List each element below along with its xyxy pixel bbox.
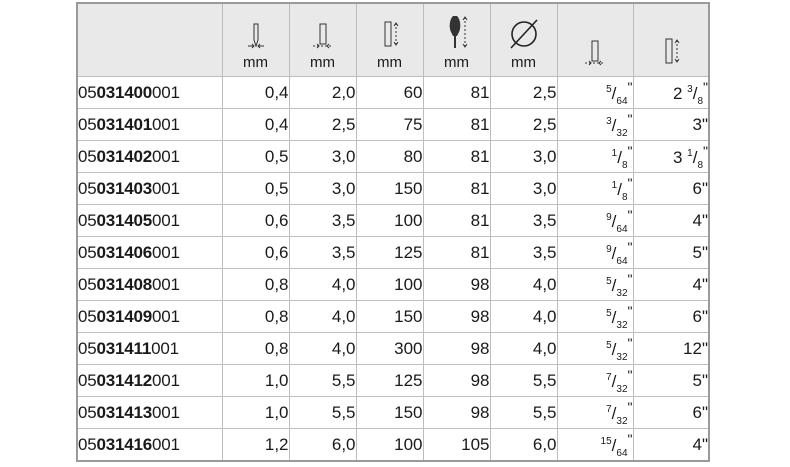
blade-length-value: 80 — [356, 141, 423, 173]
total-length-value: 81 — [423, 141, 490, 173]
article-core: 031411 — [96, 338, 152, 358]
blade-width-value: 5,5 — [289, 397, 356, 429]
fraction-slash: / — [611, 115, 617, 135]
fraction-numerator: 3 — [606, 115, 612, 127]
fraction-slash: / — [611, 403, 617, 423]
table-row — [77, 333, 709, 365]
fraction-denominator: 32 — [616, 383, 628, 395]
fraction-denominator: 8 — [621, 191, 628, 203]
blade-thickness-value: 0,8 — [222, 301, 289, 333]
article-core: 031400 — [96, 82, 153, 102]
fraction-numerator: 1 — [611, 147, 618, 159]
article-core: 031403 — [96, 178, 153, 198]
article-number — [77, 429, 222, 462]
article-number — [77, 365, 222, 397]
inch-mark: " — [627, 110, 633, 127]
fraction-slash: / — [617, 147, 622, 167]
blade-length-inch-value: 6" — [633, 397, 709, 429]
article-core: 031406 — [96, 242, 153, 262]
blade-width-inch-value — [557, 109, 633, 141]
article-suffix: 001 — [152, 402, 180, 422]
blade-length-inch-value — [633, 141, 709, 173]
unit-label: mm — [511, 54, 536, 71]
article-number — [77, 205, 222, 237]
blade-width-inch-value — [557, 205, 633, 237]
header-blade-width-inch — [557, 3, 633, 77]
article-number — [77, 301, 222, 333]
fraction-numerator: 5 — [606, 339, 612, 351]
total-length-value: 98 — [423, 269, 490, 301]
header-row — [77, 3, 709, 77]
blade-width-value: 4,0 — [289, 301, 356, 333]
fraction-slash: / — [611, 211, 617, 231]
unit-label: mm — [243, 54, 268, 71]
fraction-numerator: 5 — [606, 307, 612, 319]
fraction-slash: / — [611, 275, 617, 295]
article-prefix: 05 — [78, 242, 97, 262]
blade-length-value: 60 — [356, 77, 423, 109]
header-blade-length-inch — [633, 3, 709, 77]
table-row — [77, 365, 709, 397]
diameter-value: 5,5 — [490, 397, 557, 429]
blade-width-value: 3,5 — [289, 237, 356, 269]
blade-length-value: 300 — [356, 333, 423, 365]
blade-width-inch-value — [557, 365, 633, 397]
diameter-value: 3,0 — [490, 173, 557, 205]
article-core: 031402 — [96, 146, 153, 166]
diameter-value: 4,0 — [490, 333, 557, 365]
article-suffix: 001 — [152, 370, 180, 390]
inch-mark: " — [627, 430, 633, 447]
blade-width-icon — [311, 22, 335, 50]
total-length-value: 81 — [423, 77, 490, 109]
article-suffix: 001 — [152, 306, 180, 326]
article-number — [77, 77, 222, 109]
fraction-slash: / — [692, 83, 698, 103]
blade-length-inch-value: 12" — [633, 333, 709, 365]
blade-width-value: 2,5 — [289, 109, 356, 141]
diameter-value: 4,0 — [490, 301, 557, 333]
header-blade-length — [356, 3, 423, 77]
fraction-numerator: 1 — [611, 179, 618, 191]
article-core: 031416 — [96, 434, 153, 454]
fraction-slash: / — [611, 307, 617, 327]
diameter-value: 3,5 — [490, 205, 557, 237]
fraction-denominator: 8 — [621, 159, 628, 171]
blade-thickness-value: 0,8 — [222, 333, 289, 365]
article-prefix: 05 — [78, 210, 97, 230]
article-core: 031413 — [96, 402, 153, 422]
article-number — [77, 269, 222, 301]
blade-thickness-value: 0,6 — [222, 237, 289, 269]
blade-thickness-icon — [245, 22, 267, 50]
fraction-slash: / — [617, 179, 622, 199]
blade-thickness-value: 0,6 — [222, 205, 289, 237]
blade-width-value: 3,0 — [289, 173, 356, 205]
article-prefix: 05 — [78, 434, 97, 454]
inch-whole: 3 — [672, 147, 683, 167]
article-number — [77, 333, 222, 365]
blade-width-inch-icon — [583, 39, 607, 67]
header-total-length — [423, 3, 490, 77]
article-prefix: 05 — [78, 274, 97, 294]
inch-mark: " — [627, 142, 633, 159]
fraction-numerator: 5 — [606, 83, 612, 95]
blade-length-value: 150 — [356, 397, 423, 429]
blade-width-inch-value — [557, 141, 633, 173]
article-suffix: 001 — [152, 210, 180, 230]
article-prefix: 05 — [78, 338, 97, 358]
blade-width-inch-value — [557, 333, 633, 365]
blade-length-value: 75 — [356, 109, 423, 141]
fraction-slash: / — [611, 243, 617, 263]
article-prefix: 05 — [78, 370, 97, 390]
article-prefix: 05 — [78, 306, 97, 326]
total-length-value: 98 — [423, 397, 490, 429]
article-core: 031409 — [96, 306, 153, 326]
article-suffix: 001 — [152, 434, 180, 454]
total-length-value: 81 — [423, 173, 490, 205]
diameter-value: 2,5 — [490, 109, 557, 141]
table-row — [77, 109, 709, 141]
table-row — [77, 205, 709, 237]
header-blade-thickness — [222, 3, 289, 77]
blade-length-value: 150 — [356, 173, 423, 205]
article-prefix: 05 — [78, 114, 97, 134]
table-row — [77, 269, 709, 301]
blade-width-inch-value — [557, 301, 633, 333]
blade-length-inch-value: 6" — [633, 301, 709, 333]
fraction-numerator: 5 — [606, 275, 612, 287]
header-diameter — [490, 3, 557, 77]
blade-thickness-value: 0,4 — [222, 77, 289, 109]
table-header — [77, 3, 709, 77]
total-length-value: 81 — [423, 237, 490, 269]
inch-mark: " — [627, 366, 633, 383]
blade-thickness-value: 0,8 — [222, 269, 289, 301]
article-number — [77, 173, 222, 205]
blade-thickness-value: 0,5 — [222, 141, 289, 173]
article-prefix: 05 — [78, 178, 97, 198]
total-length-value: 98 — [423, 365, 490, 397]
fraction-slash: / — [611, 83, 617, 103]
blade-length-inch-icon — [660, 37, 682, 67]
table-row — [77, 173, 709, 205]
blade-width-inch-value — [557, 77, 633, 109]
article-suffix: 001 — [152, 146, 180, 166]
diameter-value: 6,0 — [490, 429, 557, 462]
blade-length-inch-value: 3" — [633, 109, 709, 141]
article-suffix: 001 — [152, 82, 180, 102]
blade-length-value: 125 — [356, 365, 423, 397]
fraction-numerator: 7 — [606, 371, 612, 383]
blade-width-value: 4,0 — [289, 333, 356, 365]
fraction-denominator: 32 — [616, 415, 628, 427]
article-suffix: 001 — [152, 114, 180, 134]
blade-thickness-value: 0,4 — [222, 109, 289, 141]
article-number — [77, 397, 222, 429]
diameter-value: 2,5 — [490, 77, 557, 109]
table-row — [77, 141, 709, 173]
blade-length-value: 100 — [356, 429, 423, 462]
blade-width-inch-value — [557, 429, 633, 462]
blade-length-inch-value: 5" — [633, 365, 709, 397]
fraction-denominator: 64 — [616, 223, 628, 235]
table-row — [77, 237, 709, 269]
unit-label: mm — [310, 54, 335, 71]
fraction-numerator: 1 — [687, 147, 693, 159]
total-length-value: 98 — [423, 333, 490, 365]
fraction-numerator: 9 — [606, 243, 612, 255]
fraction-denominator: 8 — [697, 159, 704, 171]
blade-width-value: 3,5 — [289, 205, 356, 237]
fraction-denominator: 64 — [616, 447, 628, 459]
table-row — [77, 301, 709, 333]
blade-width-value: 2,0 — [289, 77, 356, 109]
blade-width-value: 4,0 — [289, 269, 356, 301]
blade-width-inch-value — [557, 237, 633, 269]
fraction-denominator: 32 — [616, 319, 628, 331]
fraction-numerator: 7 — [606, 403, 612, 415]
fraction-denominator: 32 — [616, 127, 628, 139]
blade-length-inch-value: 4" — [633, 429, 709, 462]
diameter-value: 3,5 — [490, 237, 557, 269]
blade-length-value: 100 — [356, 269, 423, 301]
fraction-denominator: 8 — [697, 95, 704, 107]
fraction-slash: / — [611, 435, 617, 455]
article-prefix: 05 — [78, 82, 97, 102]
blade-length-value: 100 — [356, 205, 423, 237]
blade-length-inch-value: 6" — [633, 173, 709, 205]
inch-mark: " — [703, 78, 708, 95]
unit-label: mm — [444, 54, 469, 71]
spec-table — [76, 2, 710, 462]
article-suffix: 001 — [152, 274, 180, 294]
diameter-icon — [507, 18, 541, 50]
fraction-numerator: 3 — [687, 83, 693, 95]
fraction-numerator: 9 — [606, 211, 612, 223]
total-length-value: 105 — [423, 429, 490, 462]
diameter-value: 4,0 — [490, 269, 557, 301]
blade-thickness-value: 1,2 — [222, 429, 289, 462]
blade-length-icon — [379, 20, 401, 50]
blade-length-value: 150 — [356, 301, 423, 333]
inch-mark: " — [627, 398, 633, 415]
blade-width-value: 6,0 — [289, 429, 356, 462]
fraction-denominator: 32 — [616, 351, 628, 363]
article-suffix: 001 — [152, 178, 180, 198]
total-length-value: 98 — [423, 301, 490, 333]
article-suffix: 001 — [152, 242, 180, 262]
article-core: 031412 — [96, 370, 153, 390]
fraction-denominator: 64 — [616, 95, 628, 107]
blade-thickness-value: 1,0 — [222, 397, 289, 429]
article-core: 031408 — [96, 274, 153, 294]
fraction-denominator: 32 — [616, 287, 628, 299]
blade-length-inch-value: 5" — [633, 237, 709, 269]
inch-mark: " — [627, 238, 633, 255]
fraction-denominator: 64 — [616, 255, 628, 267]
fraction-numerator: 15 — [600, 435, 612, 447]
total-length-value: 81 — [423, 205, 490, 237]
blade-width-value: 3,0 — [289, 141, 356, 173]
inch-mark: " — [627, 302, 633, 319]
inch-mark: " — [627, 334, 633, 351]
blade-length-inch-value: 4" — [633, 205, 709, 237]
article-prefix: 05 — [78, 402, 97, 422]
article-suffix: 001 — [151, 338, 179, 358]
article-number — [77, 109, 222, 141]
handle-length-icon — [445, 14, 469, 50]
blade-width-inch-value — [557, 173, 633, 205]
article-number — [77, 141, 222, 173]
inch-mark: " — [703, 142, 708, 159]
inch-mark: " — [627, 174, 633, 191]
blade-length-inch-value: 4" — [633, 269, 709, 301]
blade-width-value: 5,5 — [289, 365, 356, 397]
article-core: 031401 — [96, 114, 153, 134]
inch-mark: " — [627, 78, 633, 95]
table-row — [77, 397, 709, 429]
total-length-value: 81 — [423, 109, 490, 141]
blade-length-inch-value — [633, 77, 709, 109]
fraction-slash: / — [611, 371, 617, 391]
diameter-value: 5,5 — [490, 365, 557, 397]
blade-length-value: 125 — [356, 237, 423, 269]
article-number — [77, 237, 222, 269]
table-body — [77, 77, 709, 462]
fraction-slash: / — [611, 339, 617, 359]
diameter-value: 3,0 — [490, 141, 557, 173]
header-blade-width — [289, 3, 356, 77]
blade-thickness-value: 0,5 — [222, 173, 289, 205]
inch-mark: " — [627, 270, 633, 287]
article-core: 031405 — [96, 210, 153, 230]
blade-thickness-value: 1,0 — [222, 365, 289, 397]
table-row — [77, 77, 709, 109]
table-row — [77, 429, 709, 462]
header-article-cell — [77, 3, 222, 77]
inch-whole: 2 — [672, 83, 683, 103]
unit-label: mm — [377, 54, 402, 71]
blade-width-inch-value — [557, 397, 633, 429]
inch-mark: " — [627, 206, 633, 223]
fraction-slash: / — [692, 147, 698, 167]
article-prefix: 05 — [78, 146, 97, 166]
blade-width-inch-value — [557, 269, 633, 301]
